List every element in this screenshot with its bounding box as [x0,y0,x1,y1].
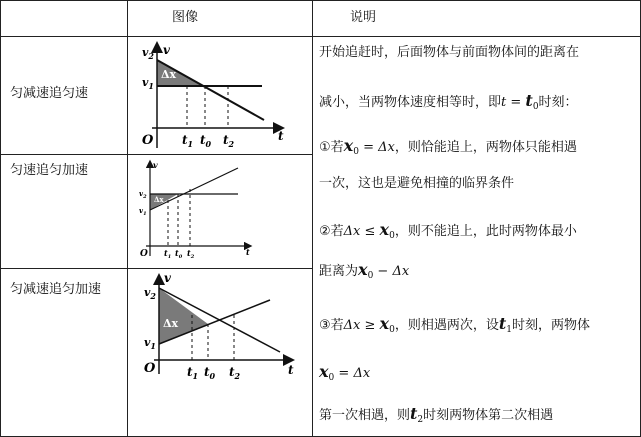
desc-line-3: ①若$x_0 = \Delta x$，则恰能追上，两物体只能相遇 [319,136,577,157]
origin-label: O [140,249,148,259]
t0-label: $t_0$ [175,248,183,260]
row-label-2: 匀速追匀加速 [10,163,89,178]
t-axis-label: t [246,247,250,257]
v1-label: $v_1$ [142,76,154,91]
v1-label: $v_1$ [144,336,156,351]
row-label-1: 匀减速追匀速 [10,86,89,101]
vt-graph-3 [130,272,310,434]
header-explanation: 说明 [350,10,377,25]
v-axis-label: v [164,272,171,285]
t1-label: $t_1$ [187,365,199,381]
desc-line-7: ③若$\Delta x \ge x_0$，则相遇两次，设$t_1$时刻，两物体 [319,314,590,335]
origin-label: O [142,133,154,148]
v1-label: $v_1$ [139,206,147,217]
table-top-border [0,0,641,1]
t0-label: $t_0$ [204,365,216,381]
image-column-divider [312,0,313,437]
table-left-border [0,0,1,437]
t2-label: $t_2$ [187,248,195,260]
vt-graph-2 [130,158,310,266]
v-axis-label: v [153,160,158,170]
t-axis-label: t [288,363,294,377]
delta-x-label: Δx [163,317,179,330]
desc-line-5: ②若$\Delta x \le x_0$，则不能追上，此时两物体最小 [319,220,577,241]
header-bottom-border [0,36,641,37]
row-label-3: 匀减速追匀加速 [10,282,102,297]
desc-line-6: 距离为$x_0 - \Delta x$ [319,260,410,281]
origin-label: O [144,361,156,376]
v2-label: $v_2$ [139,189,147,200]
row2-bottom-border [0,268,313,269]
desc-line-2: 减小，当两物体速度相等时，即$t = t_0$时刻： [319,91,578,112]
delta-x-label: Δx [161,68,177,81]
delta-x-label: Δx [154,195,164,204]
t1-label: $t_1$ [164,248,172,260]
desc-line-8: $x_0 = \Delta x$ [319,362,371,383]
v-axis-label: v [163,43,170,57]
label-column-divider [127,0,128,437]
desc-line-1: 开始追赶时，后面物体与前面物体间的距离在 [319,45,580,60]
row1-bottom-border [0,154,313,155]
vt-graph-1 [130,40,310,152]
delta-x-shaded-area [159,288,208,344]
t2-label: $t_2$ [223,133,235,149]
v2-label: $v_2$ [142,46,154,61]
desc-line-9: 第一次相遇，则$t_2$时刻两物体第二次相遇 [319,404,554,425]
t2-label: $t_2$ [229,365,241,381]
t-axis-label: t [278,129,284,143]
t0-label: $t_0$ [200,133,212,149]
desc-line-4: 一次，这也是避免相撞的临界条件 [319,176,515,191]
v2-label: $v_2$ [144,286,156,301]
header-image: 图像 [172,10,199,25]
t1-label: $t_1$ [182,133,194,149]
